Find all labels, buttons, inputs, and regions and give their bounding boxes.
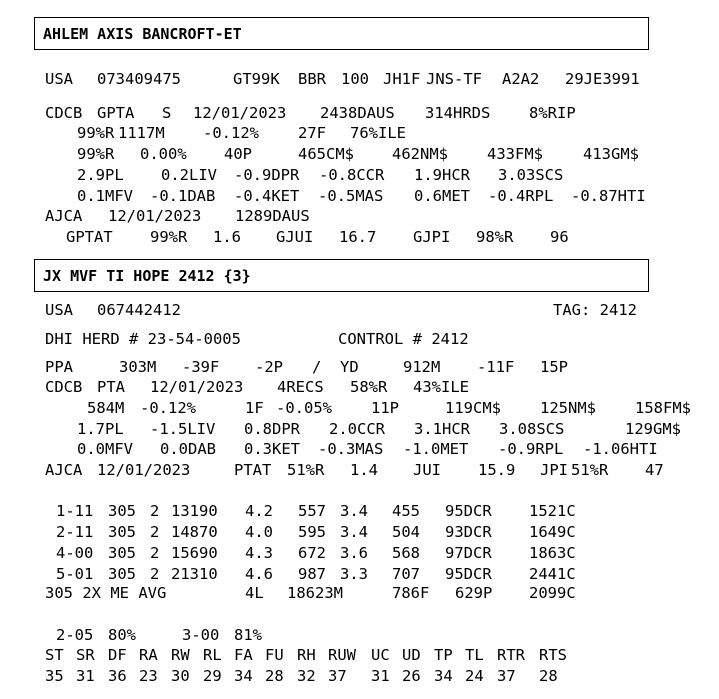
sire-prod-line-field: 99%R <box>77 124 115 142</box>
cow-avg-line-field: 629P <box>455 584 493 602</box>
lactation-row-field: 2 <box>150 523 160 541</box>
trait-score-row-field: 26 <box>402 667 421 685</box>
trait-score-row-field: 32 <box>297 667 316 685</box>
cow-id-line-field: 067442412 <box>97 301 181 319</box>
cow-health-line-2-field: -0.9RPL <box>498 440 564 458</box>
lactation-row-field: 305 <box>108 544 136 562</box>
cow-health-line-2-field: -1.0MET <box>403 440 469 458</box>
cow-avg-line-field: 305 2X ME AVG <box>45 584 167 602</box>
trait-header-row-field: RA <box>139 646 158 664</box>
cow-classification-line-field: 2-05 <box>56 626 94 644</box>
cow-index-line-field: -0.12% <box>140 399 196 417</box>
sire-id-line-field: GT99K <box>233 70 280 88</box>
lactation-row-field: 305 <box>108 523 136 541</box>
sire-health-line-1-field: 0.2LIV <box>161 166 217 184</box>
cow-ajca-line-field: 51%R <box>287 461 325 479</box>
cow-avg-line-field: 4L <box>245 584 264 602</box>
trait-score-row-field: 29 <box>203 667 222 685</box>
cow-ajca-line-field: JUI <box>413 461 441 479</box>
lactation-row-field: 3.6 <box>340 544 368 562</box>
sire-prod-line-field: -0.12% <box>203 124 259 142</box>
cow-index-line-field: 125NM$ <box>540 399 596 417</box>
sire-health-line-2-field: 0.6MET <box>414 187 470 205</box>
trait-score-row-field: 34 <box>434 667 453 685</box>
lactation-row-field: 595 <box>298 523 326 541</box>
trait-header-row-field: TP <box>434 646 453 664</box>
cow-herd-line-field: CONTROL # 2412 <box>338 330 469 348</box>
sire-type-line-field: GPTAT <box>66 228 113 246</box>
cow-ajca-line-field: AJCA <box>45 461 83 479</box>
sire-id-line-field: JH1F <box>383 70 421 88</box>
cow-health-line-1-field: 0.8DPR <box>244 420 300 438</box>
cow-cdcb-line-field: CDCB <box>45 378 83 396</box>
lactation-row-field: 4.6 <box>245 565 273 583</box>
sire-type-line-field: 1.6 <box>213 228 241 246</box>
lactation-row-field: 2 <box>150 502 160 520</box>
lactation-row-field: 504 <box>392 523 420 541</box>
trait-header-row-field: RH <box>297 646 316 664</box>
cow-health-line-1-field: 129GM$ <box>625 420 681 438</box>
cow-ppa-line-field: -11F <box>477 358 515 376</box>
sire-index-line-field: 433FM$ <box>487 145 543 163</box>
sire-ajca-line-field: 12/01/2023 <box>108 207 202 225</box>
cow-herd-line-field: DHI HERD # 23-54-0005 <box>45 330 241 348</box>
sire-index-line-field: 465CM$ <box>298 145 354 163</box>
lactation-row-field: 4.3 <box>245 544 273 562</box>
sire-health-line-2-field: -0.1DAB <box>150 187 216 205</box>
sire-id-line-field: USA <box>45 70 73 88</box>
trait-header-row-field: ST <box>45 646 64 664</box>
sire-cdcb-line-field: S <box>162 104 172 122</box>
cow-index-line-field: 11P <box>371 399 399 417</box>
cow-header-box <box>34 259 649 292</box>
cow-header: JX MVF TI HOPE 2412 {3} <box>43 266 251 285</box>
sire-id-line-field: 29JE3991 <box>565 70 640 88</box>
cow-id-line-field: TAG: 2412 <box>553 301 637 319</box>
cow-ppa-line-field: YD <box>340 358 359 376</box>
cow-ppa-line-field: -2P <box>255 358 283 376</box>
trait-header-row-field: RW <box>171 646 190 664</box>
trait-score-row-field: 37 <box>497 667 516 685</box>
sire-cdcb-line-field: 12/01/2023 <box>193 104 287 122</box>
cow-health-line-2-field: 0.3KET <box>244 440 300 458</box>
cow-cdcb-line-field: 12/01/2023 <box>150 378 244 396</box>
sire-cdcb-line-field: CDCB <box>45 104 83 122</box>
cow-cdcb-line-field: 4RECS <box>277 378 324 396</box>
lactation-row-field: 987 <box>298 565 326 583</box>
cow-ajca-line-field: JPI <box>540 461 568 479</box>
sire-index-line-field: 413GM$ <box>583 145 639 163</box>
cow-ajca-line-field: 47 <box>645 461 664 479</box>
cow-ajca-line-field: PTAT <box>234 461 272 479</box>
sire-id-line-field: 100 <box>341 70 369 88</box>
lactation-row-field: 2 <box>150 565 160 583</box>
cow-avg-line-field: 786F <box>392 584 430 602</box>
sire-health-line-2-field: 0.1MFV <box>77 187 133 205</box>
lactation-row-field: 4.0 <box>245 523 273 541</box>
sire-health-line-1-field: 2.9PL <box>77 166 124 184</box>
trait-header-row-field: RTS <box>539 646 567 664</box>
cow-id-line-field: USA <box>45 301 73 319</box>
lactation-row-field: 95DCR <box>445 502 492 520</box>
trait-header-row-field: TL <box>465 646 484 664</box>
cow-index-line-field: 1F <box>245 399 264 417</box>
cow-health-line-2-field: -1.06HTI <box>583 440 658 458</box>
cow-health-line-1-field: -1.5LIV <box>150 420 216 438</box>
sire-health-line-2-field: -0.87HTI <box>571 187 646 205</box>
trait-header-row-field: FU <box>265 646 284 664</box>
sire-id-line-field: 073409475 <box>97 70 181 88</box>
trait-score-row-field: 23 <box>139 667 158 685</box>
cow-classification-line-field: 80% <box>108 626 136 644</box>
lactation-row-field: 21310 <box>171 565 218 583</box>
sire-prod-line-field: 76%ILE <box>350 124 406 142</box>
cow-index-line-field: -0.05% <box>276 399 332 417</box>
lactation-row-field: 568 <box>392 544 420 562</box>
cow-health-line-2-field: -0.3MAS <box>318 440 384 458</box>
lactation-row-field: 3.4 <box>340 523 368 541</box>
lactation-row-field: 13190 <box>171 502 218 520</box>
sire-type-line-field: GJUI <box>276 228 314 246</box>
trait-score-row-field: 31 <box>371 667 390 685</box>
sire-health-line-1-field: 3.03SCS <box>498 166 564 184</box>
sire-cdcb-line-field: 8%RIP <box>529 104 576 122</box>
cow-ppa-line-field: 15P <box>540 358 568 376</box>
sire-health-line-1-field: 1.9HCR <box>414 166 470 184</box>
cow-ppa-line-field: PPA <box>45 358 73 376</box>
trait-header-row-field: RL <box>203 646 222 664</box>
sire-prod-line-field: 1117M <box>118 124 165 142</box>
lactation-row-field: 672 <box>298 544 326 562</box>
sire-health-line-2-field: -0.5MAS <box>318 187 384 205</box>
sire-ajca-line-field: AJCA <box>45 207 83 225</box>
sire-prod-line-field: 27F <box>298 124 326 142</box>
cow-ajca-line-field: 15.9 <box>478 461 516 479</box>
cow-health-line-1-field: 3.08SCS <box>499 420 565 438</box>
lactation-row-field: 305 <box>108 565 136 583</box>
lactation-row-field: 1521C <box>529 502 576 520</box>
trait-header-row-field: RTR <box>497 646 525 664</box>
lactation-row-field: 2441C <box>529 565 576 583</box>
sire-header: AHLEM AXIS BANCROFT-ET <box>43 24 242 43</box>
trait-header-row-field: FA <box>234 646 253 664</box>
lactation-row-field: 557 <box>298 502 326 520</box>
sire-index-line-field: 462NM$ <box>392 145 448 163</box>
trait-score-row-field: 34 <box>234 667 253 685</box>
lactation-row-field: 3.4 <box>340 502 368 520</box>
sire-type-line-field: GJPI <box>413 228 451 246</box>
lactation-row-field: 305 <box>108 502 136 520</box>
lactation-row-field: 2-11 <box>56 523 94 541</box>
cow-health-line-1-field: 2.0CCR <box>329 420 385 438</box>
sire-cdcb-line-field: 2438DAUS <box>320 104 395 122</box>
lactation-row-field: 455 <box>392 502 420 520</box>
lactation-row-field: 5-01 <box>56 565 94 583</box>
sire-health-line-1-field: -0.8CCR <box>319 166 385 184</box>
trait-header-row-field: UC <box>371 646 390 664</box>
lactation-row-field: 1-11 <box>56 502 94 520</box>
trait-score-row-field: 30 <box>171 667 190 685</box>
sire-health-line-1-field: -0.9DPR <box>234 166 300 184</box>
cow-ajca-line-field: 1.4 <box>350 461 378 479</box>
cow-index-line-field: 584M <box>87 399 125 417</box>
cow-ppa-line-field: -39F <box>182 358 220 376</box>
lactation-row-field: 707 <box>392 565 420 583</box>
cow-health-line-1-field: 1.7PL <box>77 420 124 438</box>
sire-id-line-field: BBR <box>298 70 326 88</box>
cow-avg-line-field: 18623M <box>287 584 343 602</box>
cow-classification-line-field: 3-00 <box>182 626 220 644</box>
cow-ajca-line-field: 51%R <box>571 461 609 479</box>
cow-ppa-line-field: 912M <box>403 358 441 376</box>
trait-score-row-field: 36 <box>108 667 127 685</box>
cow-health-line-2-field: 0.0DAB <box>160 440 216 458</box>
sire-id-line-field: A2A2 <box>502 70 540 88</box>
sire-header-box <box>34 17 649 50</box>
cow-ppa-line-field: / <box>312 358 322 376</box>
cow-cdcb-line-field: 43%ILE <box>413 378 469 396</box>
cow-cdcb-line-field: 58%R <box>350 378 388 396</box>
cow-avg-line-field: 2099C <box>529 584 576 602</box>
trait-header-row-field: RUW <box>328 646 356 664</box>
lactation-row-field: 1863C <box>529 544 576 562</box>
lactation-row-field: 3.3 <box>340 565 368 583</box>
lactation-row-field: 15690 <box>171 544 218 562</box>
trait-score-row-field: 37 <box>328 667 347 685</box>
lactation-row-field: 2 <box>150 544 160 562</box>
trait-score-row-field: 24 <box>465 667 484 685</box>
sire-type-line-field: 96 <box>550 228 569 246</box>
sire-cdcb-line-field: GPTA <box>97 104 135 122</box>
trait-header-row-field: UD <box>402 646 421 664</box>
sire-health-line-2-field: -0.4RPL <box>488 187 554 205</box>
cow-classification-line-field: 81% <box>234 626 262 644</box>
cow-health-line-1-field: 3.1HCR <box>414 420 470 438</box>
trait-score-row-field: 28 <box>265 667 284 685</box>
trait-score-row-field: 31 <box>76 667 95 685</box>
lactation-row-field: 4-00 <box>56 544 94 562</box>
cow-ajca-line-field: 12/01/2023 <box>97 461 191 479</box>
sire-type-line-field: 16.7 <box>339 228 377 246</box>
lactation-row-field: 1649C <box>529 523 576 541</box>
cow-health-line-2-field: 0.0MFV <box>77 440 133 458</box>
cow-cdcb-line-field: PTA <box>97 378 125 396</box>
cow-index-line-field: 119CM$ <box>445 399 501 417</box>
sire-health-line-2-field: -0.4KET <box>234 187 300 205</box>
sire-index-line-field: 99%R <box>77 145 115 163</box>
sire-type-line-field: 98%R <box>476 228 514 246</box>
lactation-row-field: 95DCR <box>445 565 492 583</box>
sire-index-line-field: 40P <box>224 145 252 163</box>
lactation-row-field: 97DCR <box>445 544 492 562</box>
lactation-row-field: 14870 <box>171 523 218 541</box>
trait-header-row-field: DF <box>108 646 127 664</box>
sire-id-line-field: JNS-TF <box>426 70 482 88</box>
lactation-row-field: 93DCR <box>445 523 492 541</box>
sire-type-line-field: 99%R <box>150 228 188 246</box>
cow-index-line-field: 158FM$ <box>635 399 691 417</box>
lactation-row-field: 4.2 <box>245 502 273 520</box>
trait-score-row-field: 35 <box>45 667 64 685</box>
trait-header-row-field: SR <box>76 646 95 664</box>
sire-ajca-line-field: 1289DAUS <box>235 207 310 225</box>
cow-ppa-line-field: 303M <box>119 358 157 376</box>
trait-score-row-field: 28 <box>539 667 558 685</box>
sire-index-line-field: 0.00% <box>140 145 187 163</box>
sire-cdcb-line-field: 314HRDS <box>425 104 491 122</box>
